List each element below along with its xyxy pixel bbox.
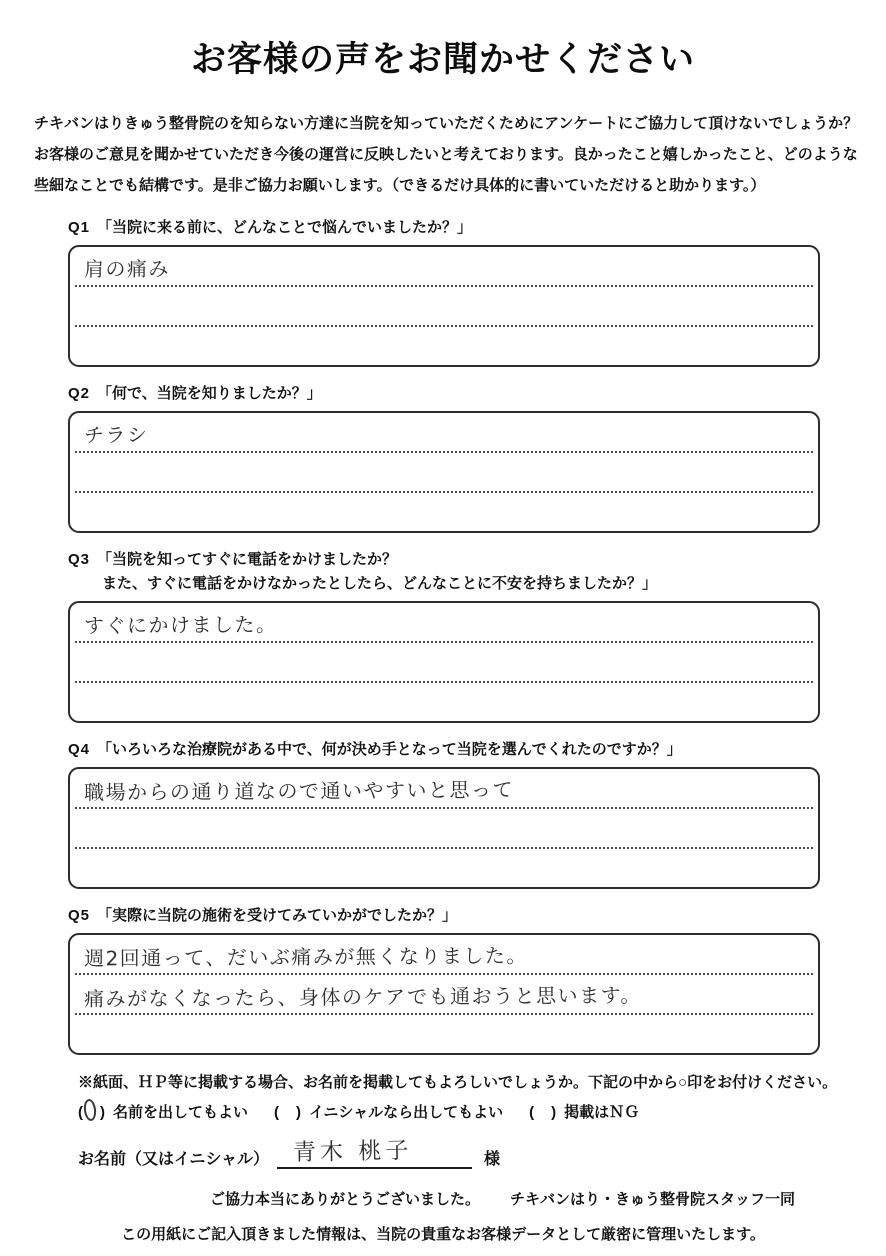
thanks-text: ご協力本当にありがとうございました。 (210, 1191, 481, 1208)
answer-box (68, 411, 820, 533)
question-block-q5 (68, 905, 820, 1055)
handwritten-answer: 肩の痛み (83, 256, 171, 282)
answer-line (75, 849, 813, 887)
handwritten-answer: 週2回通って、だいぶ痛みが無くなりました。 (83, 943, 528, 971)
question-label (68, 905, 820, 927)
answer-box (68, 767, 820, 889)
answer-line (75, 683, 813, 721)
name-underline (277, 1137, 472, 1169)
consent-paren: ( ) (529, 1104, 558, 1121)
answer-box (68, 933, 820, 1055)
question-label (68, 217, 820, 239)
question-text: 「いろいろな治療院がある中で、何が決め手となって当院を選んでくれたのですか？」 (97, 741, 682, 758)
footer-thanks-row (210, 1188, 886, 1209)
question-label (68, 383, 820, 405)
question-text: 「実際に当院の施術を受けてみていかがでしたか？」 (97, 907, 458, 924)
intro-line-2: お客様のご意見を聞かせていただき今後の運営に反映したいと考えております。良かったこと嬉しかったこと、どのような (34, 146, 858, 163)
question-block-q4 (68, 739, 820, 889)
name-field (78, 1137, 886, 1169)
question-number: Q1 (68, 219, 91, 236)
handwritten-name: 青木 桃子 (292, 1137, 413, 1167)
question-text: 「当院に来る前に、どんなことで悩んでいましたか？」 (97, 219, 473, 236)
answer-line (75, 247, 813, 287)
answer-line (75, 975, 813, 1015)
consent-option-label: 名前を出してもよい (113, 1104, 249, 1121)
answer-box (68, 601, 820, 723)
consent-paren: ( ) (274, 1104, 303, 1121)
question-block-q3 (68, 549, 820, 723)
publication-consent-section (78, 1071, 846, 1122)
answer-line (75, 603, 813, 643)
answer-line (75, 493, 813, 531)
question-number: Q4 (68, 741, 91, 758)
question-block-q2 (68, 383, 820, 533)
answer-line (75, 935, 813, 975)
consent-option-label: イニシャルなら出してもよい (309, 1104, 504, 1121)
answer-line (75, 453, 813, 493)
question-text: 「何で、当院を知りましたか？」 (97, 385, 322, 402)
name-honorific: 様 (484, 1151, 501, 1168)
question-text-line2: また、すぐに電話をかけなかったとしたら、どんなことに不安を持ちましたか？」 (102, 575, 658, 592)
questions-section (68, 217, 820, 1055)
privacy-note: この用紙にご記入頂きました情報は、当院の貴重なお客様データとして厳密に管理いたします。 (121, 1226, 765, 1243)
intro-line-3: 些細なことでも結構です。是非ご協力お願いします。（できるだけ具体的に書いていただけると助かります。） (34, 177, 766, 194)
answer-line (75, 809, 813, 849)
answer-line (75, 1015, 813, 1053)
answer-line (75, 643, 813, 683)
answer-line (75, 327, 813, 365)
handwritten-answer: 職場からの通り道なので通いやすいと思って (83, 777, 515, 805)
consent-options (78, 1101, 846, 1122)
page-title: お客様の声をお聞かせください (190, 40, 695, 79)
consent-option-ng (529, 1101, 639, 1122)
answer-line (75, 287, 813, 327)
handwritten-answer: チラシ (83, 422, 149, 448)
staff-signature: チキバンはり・きゅう整骨院スタッフ一同 (510, 1191, 796, 1208)
question-label (68, 549, 820, 571)
question-number: Q3 (68, 551, 91, 568)
handwritten-answer: 痛みがなくなったら、身体のケアでも通おうと思います。 (83, 983, 643, 1011)
intro-text (34, 108, 862, 201)
answer-line (75, 413, 813, 453)
intro-line-1: チキバンはりきゅう整骨院のを知らない方達に当院を知っていただくためにアンケートにご協力して頂けないでしょうか？ (34, 115, 859, 132)
question-number: Q5 (68, 907, 91, 924)
handwritten-circle-mark (83, 1098, 98, 1121)
question-number: Q2 (68, 385, 91, 402)
consent-option-label: 掲載はＮＧ (564, 1104, 640, 1121)
consent-note: ※紙面、ＨＰ等に掲載する場合、お名前を掲載してもよろしいでしょうか。下記の中から○印をお付けください。 (78, 1074, 838, 1091)
consent-option-initials-ok (274, 1101, 503, 1122)
answer-box (68, 245, 820, 367)
consent-option-name-ok (78, 1101, 248, 1122)
question-label (68, 739, 820, 761)
consent-paren: ( ) (78, 1101, 106, 1122)
question-text: 「当院を知ってすぐに電話をかけましたか？ (97, 551, 398, 568)
question-block-q1 (68, 217, 820, 367)
answer-line (75, 769, 813, 809)
handwritten-answer: すぐにかけました。 (83, 612, 278, 638)
name-field-label: お名前（又はイニシャル） (78, 1151, 270, 1168)
